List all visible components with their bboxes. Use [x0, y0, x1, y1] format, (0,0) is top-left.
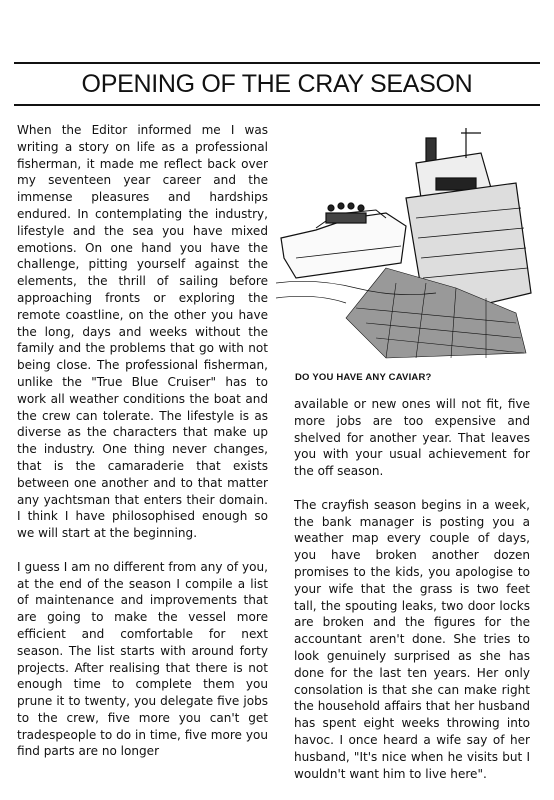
page-title: OPENING OF THE CRAY SEASON	[81, 69, 473, 98]
fishing-boat-illustration	[276, 118, 538, 370]
left-column	[17, 122, 268, 777]
paragraph: The crayfish season begins in a week, the bank manager is posting you a weather map every couple of days, you have broken another dozen promises to the kids, you apologise to your wife that the grass is two feet tall, the spouting leaks, two door locks are broken and the figures for the accountant aren't done. She tries to look genuinely surprised as she has done for the last ten years. Her only consolation is that she can make right the household affairs that her husband has spent eight weeks throwing into havoc. I once heard a wife say of her husband, "It's nice when he visits but I wouldn't want him to live here".	[294, 497, 530, 781]
boat-drawing	[276, 118, 538, 370]
paragraph: When the Editor informed me I was writing a story on life as a professional fisherman, it made me reflect back over my seventeen year career and the immense pleasures and hardships endured. In contemplating the industry, lifestyle and the sea you have mixed emotions. On one hand you have the challenge, pitting yourself against the elements, the thrill of sailing before approaching fronts or exploring the remote coastline, on the other you have the long, days and weeks without the family and the problems that go with not being close. The professional fisherman, unlike the "True Blue Cruiser" has to work all weather conditions the boat and the crew can tolerate. The lifestyle is as diverse as the characters that make up the industry. One thing never changes, that is the camaraderie that exists between one another and to that matter any yachtsman that enters their domain. I think I have philosophised enough so we will start at the beginning.	[17, 123, 268, 541]
paragraph: I guess I am no different from any of you, at the end of the season I compile a list of maintenance and improvements that are going to make the vessel more efficient and comfortable for next season. The list starts with around forty projects. After realising that there is not enough time to complete them you prune it to twenty, you delegate five jobs to the crew, five more you can't get tradespeople to do in time, five more you find parts are no longer	[17, 559, 268, 759]
figure-caption: DO YOU HAVE ANY CAVIAR?	[295, 372, 432, 383]
title-banner	[14, 62, 540, 106]
paragraph: available or new ones will not fit, five more jobs are too expensive and shelved for another year. That leaves you with your usual achievement for the off season.	[294, 397, 530, 479]
right-column	[294, 396, 530, 799]
